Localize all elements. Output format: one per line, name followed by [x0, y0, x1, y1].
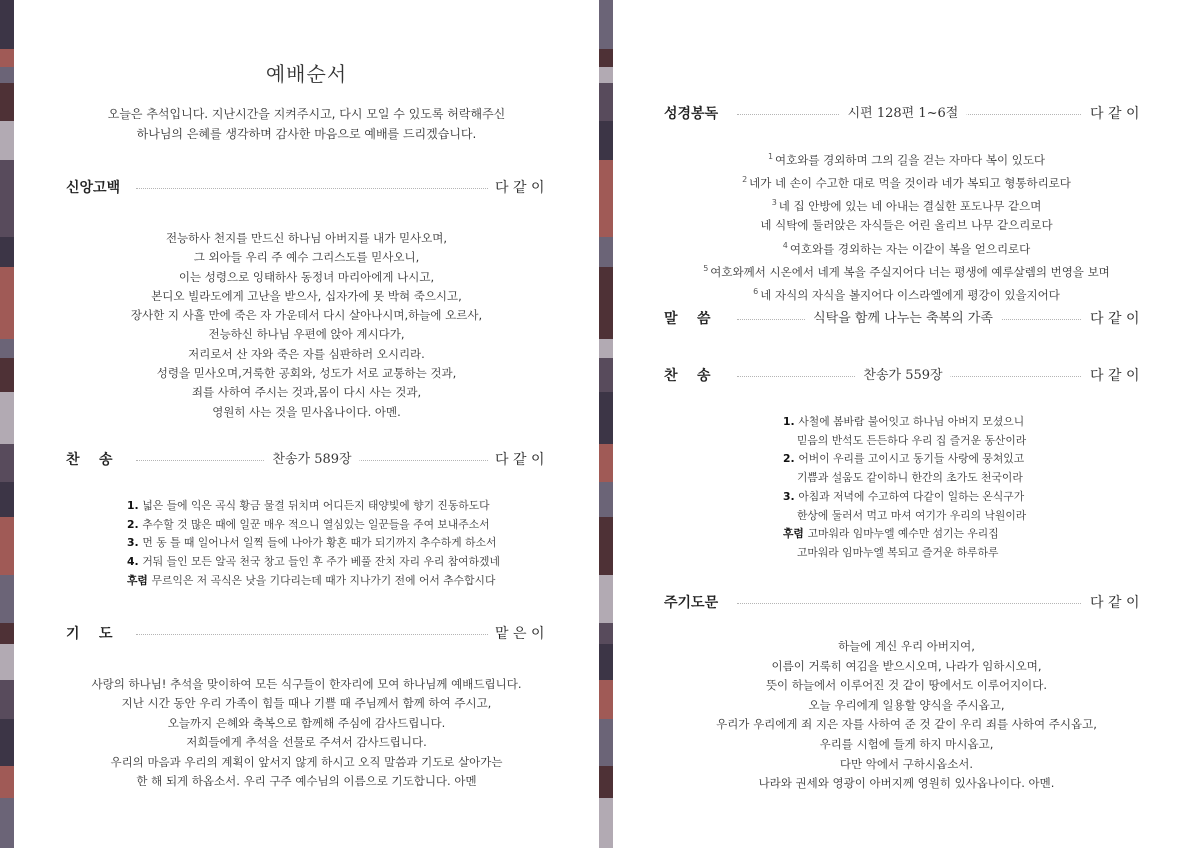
stripe-block [0, 575, 14, 623]
stripe-block [599, 766, 613, 798]
section-participant: 다 같 이 [495, 452, 545, 468]
verse-marker: 후렴 [783, 527, 808, 541]
stripe-block [599, 444, 613, 482]
intro-line: 오늘은 추석입니다. 지난시간을 지켜주시고, 다시 모일 수 있도록 허락해주신 [107, 107, 506, 121]
lyric-text: 한상에 둘러서 먹고 마셔 여기가 우리의 낙원이라 [797, 508, 1027, 522]
text-line: 본디오 빌라도에게 고난을 받으사, 십자가에 못 박혀 죽으시고, [151, 288, 462, 303]
leader-dots [737, 603, 1081, 604]
verse-marker: 1. [783, 415, 799, 428]
stripe-block [599, 121, 613, 160]
stripe-block [0, 160, 14, 237]
hymn-heading [613, 364, 1200, 388]
text-line: 장사한 지 사흘 만에 죽은 자 가운데서 다시 살아나시며,하늘에 오르사, [130, 308, 483, 323]
verse-number: 1 [767, 152, 774, 161]
stripe-block [599, 267, 613, 338]
left-color-stripe [0, 0, 14, 848]
stripe-block [599, 680, 613, 719]
text-line: 우리가 우리에게 죄 지은 자를 사하여 준 것 같이 우리 죄를 사하여 주시옵고, [716, 717, 1097, 732]
verse-line [613, 236, 1200, 259]
stripe-block [0, 623, 14, 644]
reading-heading [613, 102, 1200, 126]
text-line: 나라와 권세와 영광이 아버지께 영원히 있사옵나이다. 아멘. [758, 776, 1055, 791]
center-color-stripe [599, 0, 613, 848]
stripe-block [0, 49, 14, 67]
section-name: 성경봉독 [664, 106, 719, 122]
stripe-block [599, 798, 613, 848]
lyric-line [127, 553, 500, 572]
stripe-block [599, 49, 613, 67]
stripe-block [0, 392, 14, 444]
lyric-line [783, 544, 1026, 563]
section-name: 기 도 [66, 626, 113, 642]
section-participant: 다 같 이 [1090, 368, 1140, 384]
verse-line [613, 170, 1200, 193]
lyric-text: 추수할 것 많은 때에 일꾼 매우 적으니 열심있는 일꾼들을 주여 보내주소서 [142, 517, 490, 531]
verse-text: 네 집 안방에 있는 네 아내는 결실한 포도나무 같으며 [778, 199, 1042, 214]
verse-text: 여호와께서 시온에서 네게 복을 주실지어다 너는 평생에 예루살렘의 번영을 보며 [710, 264, 1110, 279]
verse-line [613, 193, 1200, 216]
verse-marker: 1. [127, 499, 143, 512]
verse-marker: 3. [783, 489, 799, 503]
stripe-block [0, 644, 14, 680]
lyric-line [783, 432, 1026, 451]
lyric-line [127, 497, 500, 516]
text-line: 전능하신 하나님 우편에 앉아 계시다가, [208, 327, 405, 342]
leader-dots [136, 634, 488, 635]
lyric-line [783, 507, 1026, 526]
text-line: 다만 악에서 구하시옵소서. [839, 756, 974, 771]
verse-number: 6 [753, 286, 759, 296]
lords-prayer-text [613, 637, 1200, 794]
prayer-heading [14, 622, 599, 646]
text-line: 오늘까지 은혜와 축복으로 함께해 주심에 감사드립니다. [167, 715, 446, 730]
stripe-block [599, 0, 613, 49]
lyric-text: 어버이 우리를 고이시고 동기들 사랑에 뭉쳐있고 [798, 452, 1025, 466]
section-participant: 다 같 이 [1090, 595, 1140, 611]
verse-number: 5 [703, 263, 709, 273]
leader-dots [136, 188, 488, 189]
lyric-line [127, 572, 500, 591]
lyric-text: 사철에 봄바람 불어잇고 하나님 아버지 모셨으니 [798, 415, 1025, 428]
verse-text: 네 자식의 자식을 볼지어다 이스라엘에게 평강이 있을지어다 [760, 287, 1060, 302]
hymn-heading [14, 448, 599, 472]
stripe-block [599, 517, 613, 574]
section-participant: 다 같 이 [495, 180, 545, 196]
verse-number: 3 [771, 198, 777, 208]
stripe-block [0, 267, 14, 338]
verse-text: 네가 네 손이 수고한 대로 먹을 것이라 네가 복되고 형통하리로다 [749, 175, 1071, 190]
verse-marker: 4. [127, 555, 143, 569]
stripe-block [0, 482, 14, 518]
sermon-title: 식탁을 함께 나누는 축복의 가족 [805, 307, 1001, 331]
lyric-line [783, 469, 1026, 488]
stripe-block [0, 67, 14, 83]
lyric-text: 고마워라 임마누엘 예수만 섬기는 우리집 [807, 527, 999, 541]
section-name: 찬 송 [664, 368, 711, 384]
text-line: 영원히 사는 것을 믿사옵나이다. 아멘. [212, 404, 401, 419]
lyric-line [783, 413, 1026, 432]
hymn-lyrics [783, 413, 1026, 563]
stripe-block [0, 83, 14, 121]
hymn-number: 찬송가 589장 [264, 448, 359, 472]
hymn-lyrics [127, 497, 500, 591]
text-line: 죄를 사하여 주시는 것과,몸이 다시 사는 것과, [191, 385, 422, 400]
section-name: 말 씀 [664, 311, 711, 327]
creed-heading [14, 176, 599, 200]
stripe-block [0, 719, 14, 765]
lyric-text: 기쁨과 설움도 같이하니 한간의 초가도 천국이라 [797, 471, 1023, 485]
lyric-text: 믿음의 반석도 든든하다 우리 집 즐거운 동산이라 [797, 433, 1027, 447]
hymn-number: 찬송가 559장 [855, 364, 950, 388]
stripe-block [0, 121, 14, 160]
text-line: 이름이 거룩히 여김을 받으시오며, 나라가 임하시오며, [771, 658, 1042, 673]
text-line: 우리를 시험에 들게 하지 마시옵고, [819, 736, 994, 751]
verse-line [613, 282, 1200, 305]
text-line: 이는 성령으로 잉태하사 동정녀 마리아에게 나시고, [178, 269, 435, 284]
text-line: 하늘에 계신 우리 아버지여, [838, 639, 975, 653]
stripe-block [599, 482, 613, 518]
lyric-text: 무르익은 저 곡식은 낫을 기다리는데 때가 지나가기 전에 어서 추수합시다 [151, 573, 496, 587]
verse-line [613, 147, 1200, 170]
verse-marker: 2. [127, 517, 143, 531]
scripture-reference: 시편 128편 1~6절 [840, 102, 967, 126]
section-name: 찬 송 [66, 452, 113, 468]
verse-text: 네 식탁에 둘러앉은 자식들은 어린 올리브 나무 같으리로다 [760, 218, 1053, 233]
stripe-block [599, 160, 613, 237]
lords-prayer-heading [613, 591, 1200, 615]
stripe-block [599, 237, 613, 267]
stripe-block [0, 237, 14, 267]
lyric-text: 넓은 들에 익은 곡식 황금 물결 뒤치며 어디든지 태양빛에 향기 진동하도다 [142, 499, 490, 512]
text-line: 저희들에게 추석을 선물로 주셔서 감사드립니다. [186, 735, 427, 750]
text-line: 한 해 되게 하옵소서. 우리 구주 예수님의 이름으로 기도합니다. 아멘 [136, 774, 477, 789]
section-participant: 맡 은 이 [495, 626, 545, 642]
stripe-block [599, 575, 613, 623]
text-line: 저리로서 산 자와 죽은 자를 심판하러 오시리라. [188, 346, 425, 361]
stripe-block [599, 83, 613, 121]
verse-marker: 3. [127, 536, 143, 550]
sermon-heading [613, 307, 1200, 331]
intro-text [14, 104, 599, 144]
stripe-block [599, 392, 613, 444]
right-page [613, 0, 1200, 848]
lyric-text: 먼 동 틀 때 일어나서 일찍 들에 나아가 황혼 때가 되기까지 추수하게 하소서 [142, 536, 497, 550]
stripe-block [599, 623, 613, 644]
section-participant: 다 같 이 [1090, 311, 1140, 327]
psalm-text [613, 147, 1200, 305]
stripe-block [0, 444, 14, 482]
verse-line [613, 216, 1200, 235]
text-line: 우리의 마음과 우리의 계획이 앞서지 않게 하시고 오직 말씀과 기도로 살아가는 [110, 754, 503, 769]
text-line: 오늘 우리에게 일용할 양식을 주시옵고, [808, 697, 1005, 712]
stripe-block [0, 766, 14, 798]
section-name: 신앙고백 [66, 180, 121, 196]
creed-text [14, 229, 599, 422]
verse-number: 2 [742, 175, 748, 185]
text-line: 사랑의 하나님! 추석을 맞이하여 모든 식구들이 한자리에 모여 하나님께 예배드립니다. [91, 677, 522, 691]
left-page [14, 0, 599, 848]
lyric-text: 고마워라 임마누엘 복되고 즐거운 하루하루 [797, 545, 999, 559]
stripe-block [599, 644, 613, 680]
lyric-line [127, 516, 500, 535]
intro-line: 하나님의 은혜를 생각하며 감사한 마음으로 예배를 드리겠습니다. [136, 127, 477, 141]
stripe-block [599, 358, 613, 392]
text-line: 뜻이 하늘에서 이루어진 것 같이 땅에서도 이루어지이다. [765, 678, 1048, 693]
page-title: 예배순서 [265, 62, 348, 86]
verse-number: 4 [782, 240, 788, 250]
verse-text: 여호와를 경외하며 그의 길을 걷는 자마다 복이 있도다 [775, 152, 1046, 167]
lyric-text: 거둬 들인 모든 알곡 천국 창고 들인 후 주가 베풀 잔치 자리 우리 참여하겠네 [142, 555, 500, 569]
verse-marker: 2. [783, 452, 799, 466]
section-participant: 다 같 이 [1090, 106, 1140, 122]
stripe-block [0, 680, 14, 719]
stripe-block [0, 517, 14, 574]
prayer-text [14, 675, 599, 791]
verse-marker: 후렴 [127, 573, 152, 587]
text-line: 성령을 믿사오며,거룩한 공회와, 성도가 서로 교통하는 것과, [156, 366, 457, 381]
verse-text: 여호와를 경외하는 자는 이같이 복을 얻으리로다 [789, 241, 1031, 256]
stripe-block [0, 0, 14, 49]
text-line: 그 외아들 우리 주 예수 그리스도를 믿사오니, [193, 250, 420, 265]
stripe-block [0, 339, 14, 359]
text-line: 전능하사 천지를 만드신 하나님 아버지를 내가 믿사오며, [165, 231, 448, 245]
lyric-line [127, 534, 500, 553]
stripe-block [599, 719, 613, 765]
text-line: 지난 시간 동안 우리 가족이 힘들 때나 기쁠 때 주님께서 함께 하여 주시고, [121, 696, 492, 711]
section-name: 주기도문 [664, 595, 719, 611]
lyric-line [783, 525, 1026, 544]
stripe-block [599, 67, 613, 83]
stripe-block [0, 798, 14, 848]
stripe-block [0, 358, 14, 392]
lyric-line [783, 450, 1026, 469]
verse-line [613, 259, 1200, 282]
stripe-block [599, 339, 613, 359]
lyric-text: 아침과 저녁에 수고하여 다같이 일하는 온식구가 [798, 489, 1025, 503]
lyric-line [783, 488, 1026, 507]
